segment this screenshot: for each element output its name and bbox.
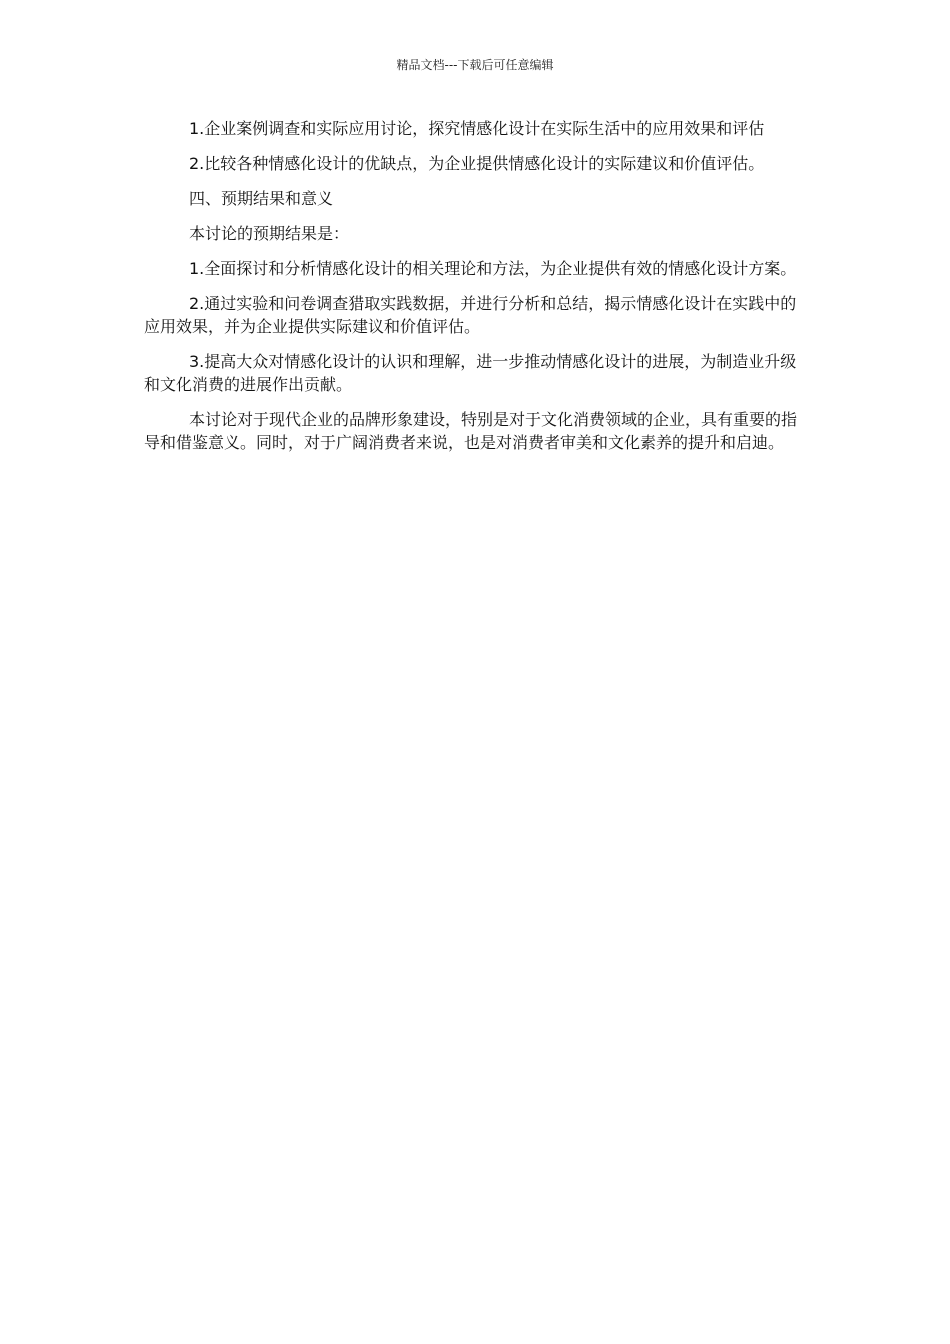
paragraph-result-2: 2.通过实验和问卷调查猎取实践数据，并进行分析和总结，揭示情感化设计在实践中的应用效果，并为企业提供实际建议和价值评估。 <box>144 294 797 336</box>
paragraph-expected-results-intro: 本讨论的预期结果是： <box>189 224 350 243</box>
paragraph-compare-designs: 2.比较各种情感化设计的优缺点，为企业提供情感化设计的实际建议和价值评估。 <box>189 154 765 173</box>
document-body <box>144 117 812 466</box>
section-heading-expected-results: 四、预期结果和意义 <box>189 189 334 208</box>
paragraph-significance: 本讨论对于现代企业的品牌形象建设，特别是对于文化消费领域的企业，具有重要的指导和借鉴意义。同时，对于广阔消费者来说，也是对消费者审美和文化素养的提升和启迪。 <box>144 410 798 452</box>
paragraph-result-3: 3.提高大众对情感化设计的认识和理解，进一步推动情感化设计的进展，为制造业升级和文化消费的进展作出贡献。 <box>144 352 797 394</box>
paragraph-result-1: 1.全面探讨和分析情感化设计的相关理论和方法，为企业提供有效的情感化设计方案。 <box>189 259 797 278</box>
page-header: 精品文档---下载后可任意编辑 <box>396 58 554 72</box>
paragraph-case-study: 1.企业案例调查和实际应用讨论，探究情感化设计在实际生活中的应用效果和评估 <box>189 119 765 138</box>
